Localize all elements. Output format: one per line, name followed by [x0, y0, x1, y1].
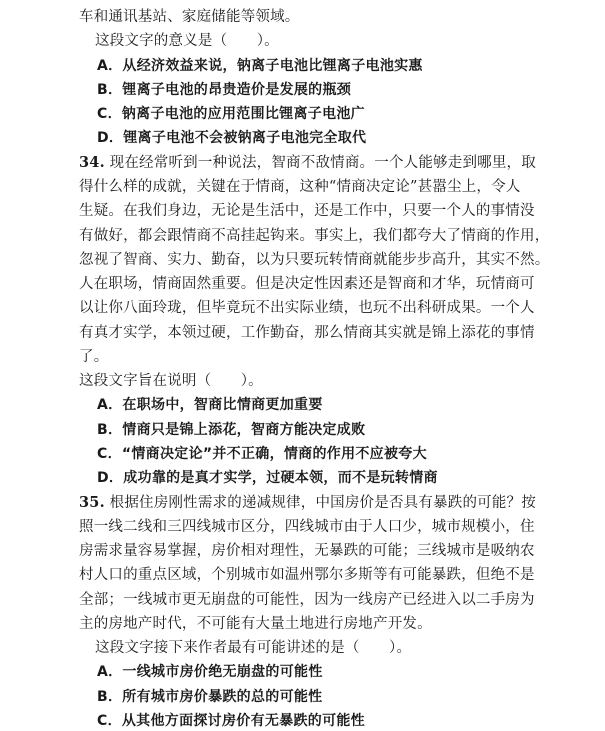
option-b: B．情商只是锦上添花，智商方能决定成败: [97, 421, 366, 438]
passage-line: 房需求量容易掌握，房价相对理性，无暴跌的可能；三线城市是吸纳农: [79, 543, 535, 560]
passage-line: 村人口的重点区域，个别城市如温州鄂尔多斯等有可能暴跌，但绝不是: [79, 567, 535, 584]
passage-line: 忽视了智商、实力、勤奋，以为只要玩转情商就能步步高升，其实不然。: [79, 251, 550, 268]
question-stem: 这段文字的意义是（ ）。: [95, 33, 279, 50]
option-b: B．锂离子电池的昂贵造价是发展的瓶颈: [97, 81, 352, 98]
passage-line: 车和通讯基站、家庭储能等领域。: [79, 9, 300, 25]
passage-line: 根据住房刚性需求的递减规律，中国房价是否具有暴跌的可能？按: [109, 494, 536, 511]
passage-line: 得什么样的成就，关键在于情商，这种“情商决定论”甚嚣尘上，令人: [79, 178, 521, 195]
option-d: D．成功靠的是真才实学，过硬本领，而不是玩转情商: [97, 470, 438, 487]
passage-line: 人在职场，情商固然重要。但是决定性因素还是智商和才华，玩情商可: [79, 276, 535, 292]
option-d: D．锂离子电池不会被钠离子电池完全取代: [97, 130, 367, 147]
passage-line: 有真才实学，本领过硬，工作勤奋，那么情商其实就是锦上添花的事情: [79, 324, 535, 341]
passage-line: 主的房地产时代，不可能有大量土地进行房地产开发。: [79, 615, 432, 632]
passage-line: 有做好，都会跟情商不高挂起钩来。事实上，我们都夸大了情商的作用，: [79, 227, 550, 244]
passage-line: 全部；一线城市更无崩盘的可能性，因为一线房产已经进入以二手房为: [79, 591, 535, 608]
question-number: 35.: [79, 493, 105, 511]
passage-line: 以让你八面玲珑，但毕竟玩不出实际业绩，也玩不出科研成果。一个人: [79, 300, 535, 317]
passage-line: 照一线二线和三四线城市区分，四线城市由于人口少，城市规模小，住: [79, 518, 535, 535]
passage-line: 生疑。在我们身边，无论是生活中，还是工作中，只要一个人的事情没: [79, 203, 535, 220]
option-c: C．“情商决定论”并不正确，情商的作用不应被夸大: [97, 446, 427, 462]
passage-line: 现在经常听到一种说法，智商不敌情商。一个人能够走到哪里，取: [109, 154, 536, 171]
question-34: [79, 154, 536, 172]
option-a: A．在职场中，智商比情商更加重要: [97, 397, 323, 414]
option-b: B．所有城市房价暴跌的总的可能性: [97, 688, 323, 705]
question-number: 34.: [79, 153, 105, 171]
option-a: A．从经济效益来说，钠离子电池比锂离子电池实惠: [97, 57, 423, 74]
question-stem: 这段文字旨在说明（ ）。: [79, 373, 263, 390]
option-c: C．钠离子电池的应用范围比锂离子电池广: [97, 106, 365, 123]
question-stem: 这段文字接下来作者最有可能讲述的是（ ）。: [95, 640, 412, 657]
option-a: A．一线城市房价绝无崩盘的可能性: [97, 664, 323, 681]
question-35: [79, 494, 536, 512]
option-c: C．从其他方面探讨房价有无暴跌的可能性: [97, 713, 365, 729]
passage-line: 了。: [79, 348, 109, 365]
